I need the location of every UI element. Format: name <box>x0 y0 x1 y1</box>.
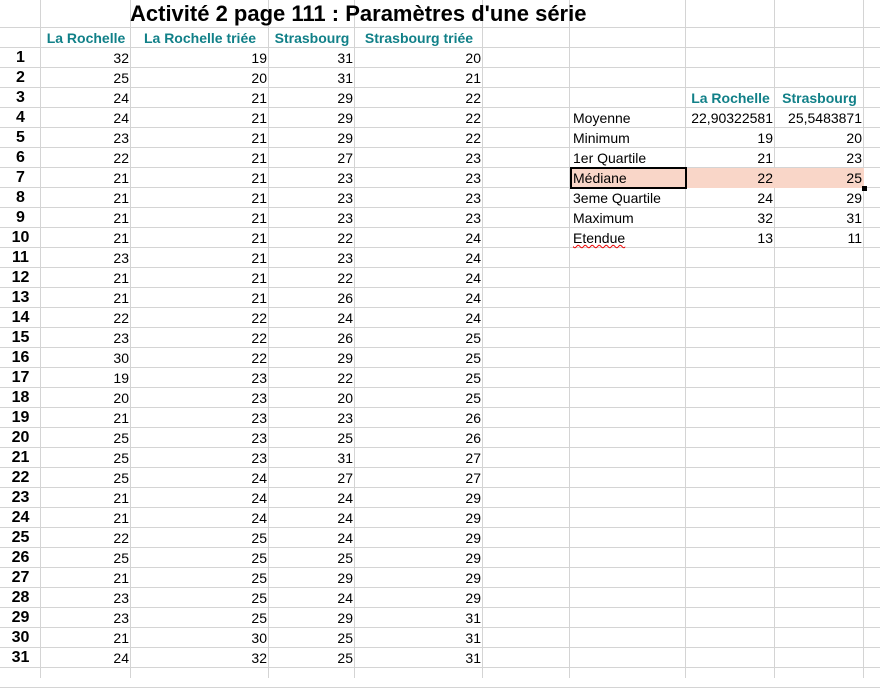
table-cell[interactable]: 23 <box>113 610 129 626</box>
table-cell[interactable]: 21 <box>113 290 129 306</box>
table-cell[interactable]: 21 <box>251 170 267 186</box>
table-cell[interactable]: 26 <box>337 330 353 346</box>
table-cell[interactable]: 31 <box>465 650 481 666</box>
table-cell[interactable]: 25 <box>251 610 267 626</box>
row-number[interactable]: 1 <box>16 49 25 66</box>
row-number[interactable]: 6 <box>16 149 25 166</box>
table-cell[interactable]: 24 <box>337 590 353 606</box>
table-cell[interactable]: 25 <box>251 590 267 606</box>
table-cell[interactable]: 22 <box>337 230 353 246</box>
table-cell[interactable]: 24 <box>465 230 481 246</box>
stats-value-strasbourg[interactable]: 20 <box>846 130 862 146</box>
table-cell[interactable]: 25 <box>251 550 267 566</box>
table-cell[interactable]: 24 <box>251 510 267 526</box>
table-cell[interactable]: 25 <box>113 450 129 466</box>
stats-label[interactable]: Etendue <box>573 230 626 246</box>
row-number[interactable]: 12 <box>11 269 30 286</box>
row-number[interactable]: 31 <box>11 649 30 666</box>
table-cell[interactable]: 25 <box>337 550 353 566</box>
row-number[interactable]: 2 <box>16 69 25 86</box>
table-cell[interactable]: 20 <box>465 50 481 66</box>
table-cell[interactable]: 25 <box>113 70 129 86</box>
table-cell[interactable]: 25 <box>465 330 481 346</box>
row-number[interactable]: 22 <box>11 469 30 486</box>
stats-label[interactable]: 3eme Quartile <box>573 190 661 206</box>
table-cell[interactable]: 21 <box>113 210 129 226</box>
table-cell[interactable]: 29 <box>337 90 353 106</box>
table-cell[interactable]: 23 <box>465 210 481 226</box>
row-number[interactable]: 4 <box>16 109 25 126</box>
table-cell[interactable]: 24 <box>337 490 353 506</box>
table-cell[interactable]: 25 <box>465 350 481 366</box>
row-number[interactable]: 3 <box>16 89 25 106</box>
stats-column-header[interactable]: Strasbourg <box>782 90 857 106</box>
table-cell[interactable]: 24 <box>113 110 129 126</box>
row-number[interactable]: 28 <box>11 589 30 606</box>
table-cell[interactable]: 21 <box>251 230 267 246</box>
table-cell[interactable]: 22 <box>251 310 267 326</box>
table-cell[interactable]: 26 <box>465 410 481 426</box>
table-cell[interactable]: 25 <box>113 470 129 486</box>
stats-label[interactable]: Moyenne <box>573 110 631 126</box>
table-cell[interactable]: 23 <box>113 590 129 606</box>
table-cell[interactable]: 21 <box>251 290 267 306</box>
row-number[interactable]: 18 <box>11 389 30 406</box>
table-cell[interactable]: 24 <box>465 290 481 306</box>
table-cell[interactable]: 23 <box>337 170 353 186</box>
table-cell[interactable]: 23 <box>113 250 129 266</box>
table-cell[interactable]: 31 <box>337 450 353 466</box>
table-cell[interactable]: 23 <box>113 130 129 146</box>
table-cell[interactable]: 20 <box>251 70 267 86</box>
table-cell[interactable]: 29 <box>465 590 481 606</box>
table-cell[interactable]: 25 <box>465 370 481 386</box>
row-number[interactable]: 7 <box>16 169 25 186</box>
table-cell[interactable]: 23 <box>337 410 353 426</box>
table-cell[interactable]: 22 <box>465 90 481 106</box>
table-cell[interactable]: 23 <box>251 370 267 386</box>
row-number[interactable]: 21 <box>11 449 30 466</box>
row-number[interactable]: 17 <box>11 369 30 386</box>
fill-handle[interactable] <box>862 186 867 191</box>
table-cell[interactable]: 29 <box>337 130 353 146</box>
table-cell[interactable]: 27 <box>337 470 353 486</box>
table-cell[interactable]: 21 <box>113 270 129 286</box>
table-cell[interactable]: 25 <box>251 570 267 586</box>
row-number[interactable]: 20 <box>11 429 30 446</box>
table-cell[interactable]: 21 <box>113 630 129 646</box>
table-cell[interactable]: 21 <box>251 90 267 106</box>
table-cell[interactable]: 23 <box>251 390 267 406</box>
stats-value-strasbourg[interactable]: 23 <box>846 150 862 166</box>
table-cell[interactable]: 29 <box>337 610 353 626</box>
table-cell[interactable]: 29 <box>465 550 481 566</box>
table-cell[interactable]: 21 <box>113 190 129 206</box>
table-cell[interactable]: 25 <box>337 630 353 646</box>
table-cell[interactable]: 29 <box>465 510 481 526</box>
table-cell[interactable]: 23 <box>465 190 481 206</box>
stats-column-header[interactable]: La Rochelle <box>691 90 770 106</box>
stats-value-la-rochelle[interactable]: 32 <box>757 210 773 226</box>
table-cell[interactable]: 31 <box>465 630 481 646</box>
column-gridline <box>569 0 570 678</box>
stats-value-strasbourg[interactable]: 31 <box>846 210 862 226</box>
row-number[interactable]: 9 <box>16 209 25 226</box>
table-cell[interactable]: 27 <box>465 450 481 466</box>
table-cell[interactable]: 23 <box>251 430 267 446</box>
stats-label[interactable]: Minimum <box>573 130 630 146</box>
table-cell[interactable]: 21 <box>251 250 267 266</box>
table-cell[interactable]: 25 <box>113 430 129 446</box>
table-cell[interactable]: 29 <box>337 110 353 126</box>
table-cell[interactable]: 26 <box>465 430 481 446</box>
table-cell[interactable]: 24 <box>465 310 481 326</box>
table-cell[interactable]: 25 <box>337 650 353 666</box>
cell-cursor <box>570 167 687 189</box>
stats-value-strasbourg[interactable]: 29 <box>846 190 862 206</box>
stats-value-la-rochelle[interactable]: 22,90322581 <box>691 110 773 126</box>
stats-value-strasbourg[interactable]: 25 <box>846 170 862 186</box>
table-cell[interactable]: 20 <box>113 390 129 406</box>
table-cell[interactable]: 23 <box>465 150 481 166</box>
stats-value-la-rochelle[interactable]: 22 <box>757 170 773 186</box>
table-cell[interactable]: 22 <box>113 530 129 546</box>
stats-value-la-rochelle[interactable]: 13 <box>757 230 773 246</box>
row-number[interactable]: 29 <box>11 609 30 626</box>
table-cell[interactable]: 29 <box>465 490 481 506</box>
row-number[interactable]: 5 <box>16 129 25 146</box>
table-cell[interactable]: 21 <box>251 210 267 226</box>
table-cell[interactable]: 25 <box>337 430 353 446</box>
row-number[interactable]: 24 <box>11 509 30 526</box>
table-cell[interactable]: 22 <box>465 130 481 146</box>
table-cell[interactable]: 22 <box>113 150 129 166</box>
table-cell[interactable]: 22 <box>337 370 353 386</box>
table-cell[interactable]: 23 <box>337 250 353 266</box>
row-number[interactable]: 23 <box>11 489 30 506</box>
table-cell[interactable]: 24 <box>113 650 129 666</box>
table-cell[interactable]: 32 <box>113 50 129 66</box>
table-cell[interactable]: 21 <box>113 570 129 586</box>
table-cell[interactable]: 29 <box>337 350 353 366</box>
table-cell[interactable]: 30 <box>251 630 267 646</box>
column-header[interactable]: Strasbourg triée <box>364 30 474 46</box>
table-cell[interactable]: 32 <box>251 650 267 666</box>
table-cell[interactable]: 21 <box>113 490 129 506</box>
table-cell[interactable]: 23 <box>251 410 267 426</box>
table-cell[interactable]: 21 <box>113 510 129 526</box>
table-cell[interactable]: 21 <box>251 130 267 146</box>
stats-value-strasbourg[interactable]: 25,5483871 <box>788 110 862 126</box>
row-number[interactable]: 11 <box>12 249 29 266</box>
stats-label[interactable]: 1er Quartile <box>573 150 647 166</box>
table-cell[interactable]: 21 <box>251 150 267 166</box>
table-cell[interactable]: 21 <box>113 230 129 246</box>
table-cell[interactable]: 23 <box>337 190 353 206</box>
stats-value-strasbourg[interactable]: 11 <box>847 230 862 246</box>
row-number[interactable]: 25 <box>11 529 30 546</box>
table-cell[interactable]: 21 <box>465 70 481 86</box>
table-cell[interactable]: 22 <box>251 330 267 346</box>
table-cell[interactable]: 29 <box>465 530 481 546</box>
row-number[interactable]: 27 <box>11 569 30 586</box>
table-cell[interactable]: 21 <box>113 410 129 426</box>
table-cell[interactable]: 29 <box>465 570 481 586</box>
table-cell[interactable]: 31 <box>337 50 353 66</box>
table-cell[interactable]: 21 <box>251 270 267 286</box>
stats-value-la-rochelle[interactable]: 24 <box>757 190 773 206</box>
table-cell[interactable]: 23 <box>465 170 481 186</box>
table-cell[interactable]: 27 <box>465 470 481 486</box>
column-header[interactable]: La Rochelle triée <box>143 30 257 46</box>
row-number[interactable]: 15 <box>11 329 30 346</box>
table-cell[interactable]: 25 <box>251 530 267 546</box>
table-cell[interactable]: 19 <box>113 370 129 386</box>
column-header[interactable]: Strasbourg <box>274 30 350 46</box>
row-number[interactable]: 8 <box>16 189 25 206</box>
table-cell[interactable]: 22 <box>337 270 353 286</box>
row-number[interactable]: 16 <box>11 349 30 366</box>
table-cell[interactable]: 31 <box>465 610 481 626</box>
table-cell[interactable]: 24 <box>251 490 267 506</box>
table-cell[interactable]: 31 <box>337 70 353 86</box>
table-cell[interactable]: 24 <box>337 530 353 546</box>
table-cell[interactable]: 25 <box>113 550 129 566</box>
row-number[interactable]: 30 <box>11 629 30 646</box>
row-number[interactable]: 14 <box>11 309 30 326</box>
row-number[interactable]: 26 <box>11 549 30 566</box>
table-cell[interactable]: 21 <box>251 190 267 206</box>
column-header[interactable]: La Rochelle <box>46 30 126 46</box>
table-cell[interactable]: 21 <box>113 170 129 186</box>
sheet-title[interactable]: Activité 2 page 111 : Paramètres d'une série <box>130 1 587 26</box>
table-cell[interactable]: 24 <box>465 270 481 286</box>
table-cell[interactable]: 23 <box>113 330 129 346</box>
table-cell[interactable]: 22 <box>251 350 267 366</box>
table-cell[interactable]: 20 <box>337 390 353 406</box>
stats-label[interactable]: Médiane <box>573 170 627 186</box>
stats-value-la-rochelle[interactable]: 19 <box>757 130 773 146</box>
table-cell[interactable]: 24 <box>251 470 267 486</box>
table-cell[interactable]: 24 <box>113 90 129 106</box>
table-cell[interactable]: 22 <box>113 310 129 326</box>
table-cell[interactable]: 24 <box>337 510 353 526</box>
table-cell[interactable]: 26 <box>337 290 353 306</box>
table-cell[interactable]: 27 <box>337 150 353 166</box>
table-cell[interactable]: 22 <box>465 110 481 126</box>
row-number[interactable]: 19 <box>11 409 30 426</box>
table-cell[interactable]: 30 <box>113 350 129 366</box>
table-cell[interactable]: 24 <box>465 250 481 266</box>
table-cell[interactable]: 23 <box>251 450 267 466</box>
table-cell[interactable]: 21 <box>251 110 267 126</box>
table-cell[interactable]: 29 <box>337 570 353 586</box>
table-cell[interactable]: 23 <box>337 210 353 226</box>
stats-label[interactable]: Maximum <box>573 210 634 226</box>
table-cell[interactable]: 19 <box>251 50 267 66</box>
row-number[interactable]: 10 <box>11 229 30 246</box>
table-cell[interactable]: 25 <box>465 390 481 406</box>
row-number[interactable]: 13 <box>11 289 30 306</box>
table-cell[interactable]: 24 <box>337 310 353 326</box>
stats-value-la-rochelle[interactable]: 21 <box>757 150 773 166</box>
